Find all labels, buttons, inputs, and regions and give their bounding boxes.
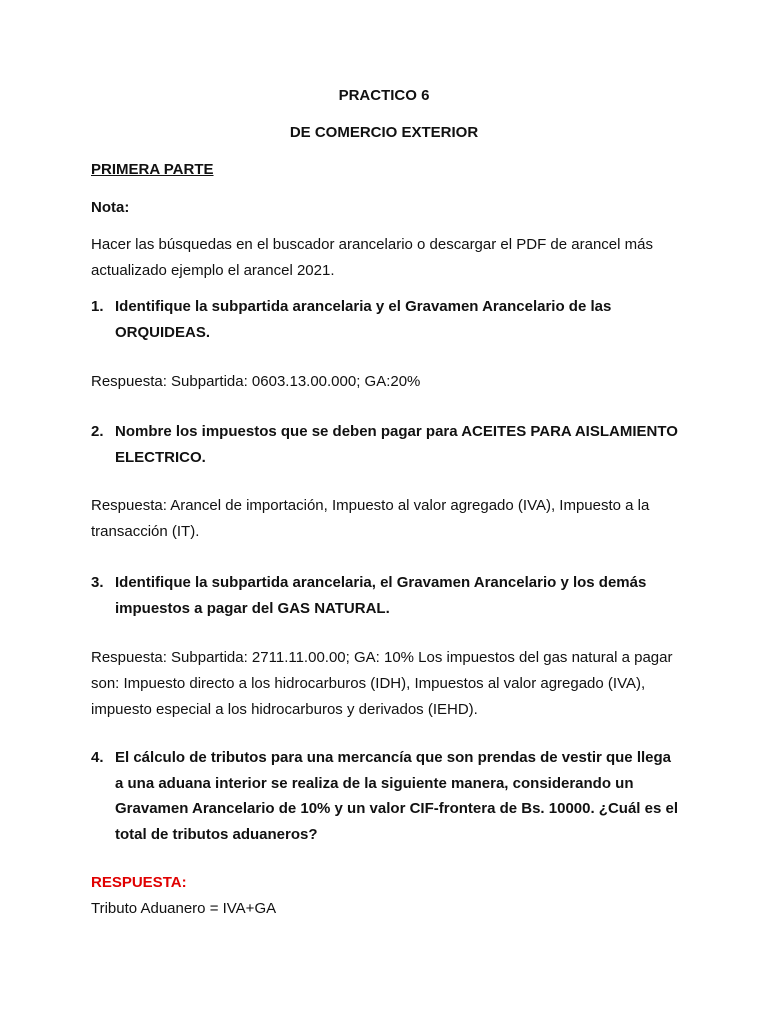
answer-2: Respuesta: Arancel de importación, Impuesto al valor agregado (IVA), Impuesto a la transacción (IT). [91, 497, 650, 540]
note-label: Nota: [91, 199, 130, 216]
question-text: Identifique la subpartida arancelaria y el Gravamen Arancelario de las ORQUIDEAS. [115, 298, 612, 341]
question-3 [91, 570, 681, 621]
question-2 [91, 419, 681, 470]
question-number: 1. [91, 298, 104, 315]
answer-3: Respuesta: Subpartida: 2711.11.00.00; GA: 10% Los impuestos del gas natural a pagar son: Impuesto directo a los hidrocarburos (IDH), Impuestos al valor agregado (IVA), impuesto especial a los hidrocarburos y derivados (IEHD). [91, 649, 673, 718]
note-text: Hacer las búsquedas en el buscador arancelario o descargar el PDF de arancel más actualizado ejemplo el arancel 2021. [91, 236, 653, 279]
document-title: PRACTICO 6 [338, 87, 430, 104]
question-number: 4. [91, 749, 104, 766]
answer-1: Respuesta: Subpartida: 0603.13.00.000; GA:20% [91, 373, 421, 390]
question-text: El cálculo de tributos para una mercancía que son prendas de vestir que llega a una aduana interior se realiza de la siguiente manera, considerando un Gravamen Arancelario de 10% y un valor CIF-frontera de Bs. 10000. ¿Cuál es el total de tributos aduaneros? [115, 749, 678, 843]
question-text: Nombre los impuestos que se deben pagar para ACEITES PARA AISLAMIENTO ELECTRICO. [115, 423, 678, 466]
question-text: Identifique la subpartida arancelaria, el Gravamen Arancelario y los demás impuestos a pagar del GAS NATURAL. [115, 574, 647, 617]
formula-text: Tributo Aduanero = IVA+GA [91, 900, 277, 917]
question-1 [91, 294, 681, 345]
question-4 [91, 745, 681, 847]
question-number: 3. [91, 574, 104, 591]
response-label: RESPUESTA: [91, 874, 187, 891]
question-number: 2. [91, 423, 104, 440]
document-subtitle: DE COMERCIO EXTERIOR [289, 124, 479, 141]
section-heading: PRIMERA PARTE [91, 161, 214, 178]
